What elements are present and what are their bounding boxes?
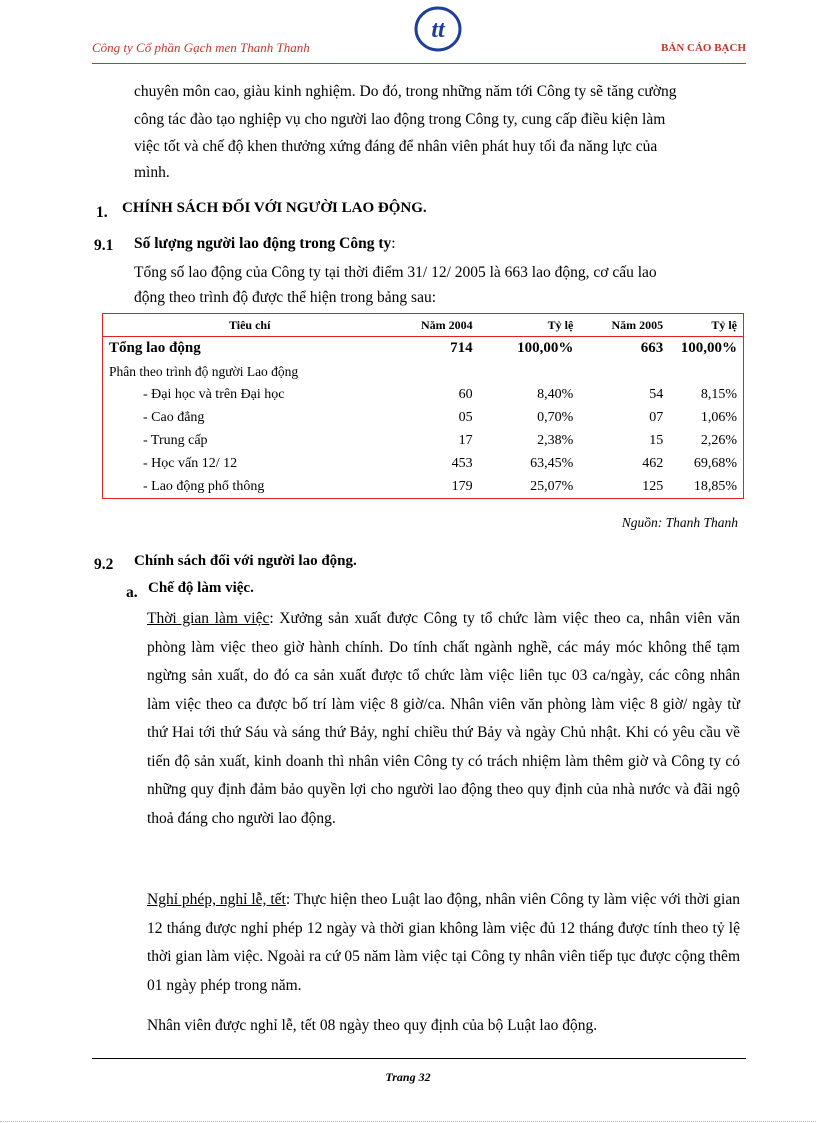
table-cell: 100,00% — [680, 340, 737, 356]
header-divider — [92, 63, 746, 64]
table-cell: - Lao động phổ thông — [143, 478, 265, 494]
leave-paragraph — [147, 886, 740, 1000]
table-cell: - Cao đẳng — [143, 409, 205, 425]
table-cell: 25,07% — [530, 478, 574, 494]
table-cell: - Trung cấp — [143, 432, 208, 448]
leave-label: Nghỉ phép, nghỉ lễ, tết — [147, 891, 286, 908]
page-number: Trang 32 — [385, 1070, 431, 1084]
table-cell: 15 — [649, 432, 664, 448]
section-1-number: 1. — [96, 204, 108, 221]
table-cell: 60 — [458, 386, 473, 402]
header-company-name: Công ty Cổ phần Gạch men Thanh Thanh — [92, 40, 310, 55]
table-row — [103, 475, 744, 499]
table-cell: 125 — [642, 478, 664, 494]
table-cell: 2,26% — [700, 432, 737, 448]
table-row-total — [103, 337, 744, 361]
work-time-text: : Xưởng sản xuất được Công ty tổ chức làm việc theo ca, nhân viên văn phòng làm việc theo giờ hành chính. Do tính chất ngành nghề, các máy móc không thể tạm ngừng sản xuất, do đó ca sản xuất được tổ chức làm việc liên tục 03 ca/ngày, các công nhân làm việc theo ca được bố trí làm việc 8 giờ/ca. Nhân viên văn phòng làm việc 8 giờ/ ngày từ thứ Hai tới thứ Sáu và sáng thứ Bảy, nghỉ chiều thứ Bảy và ngày Chủ nhật. Khi có yêu cầu về tiến độ sản xuất, kinh doanh thì nhân viên Công ty có trách nhiệm làm thêm giờ và Công ty có những quy định đảm bảo quyền lợi cho người lao động theo quy định của nhà nước và đãi ngộ thoả đáng cho người lao động. — [147, 610, 740, 827]
company-logo — [414, 6, 462, 52]
footer-divider — [92, 1058, 746, 1059]
table-cell: 18,85% — [693, 478, 737, 494]
section-9-1-title: Số lượng người lao động trong Công ty — [134, 235, 392, 252]
table-row — [103, 429, 744, 452]
table-cell: 54 — [649, 386, 664, 402]
section-9-1-line-2: động theo trình độ được thể hiện trong bảng sau: — [134, 289, 437, 306]
work-time-label: Thời gian làm việc — [147, 610, 270, 627]
col-header-ratio-2004: Tỷ lệ — [479, 314, 580, 337]
col-header-2004: Năm 2004 — [396, 314, 478, 337]
table-cell: 63,45% — [530, 455, 574, 471]
table-cell: 462 — [642, 455, 664, 471]
table-cell: 1,06% — [700, 409, 737, 425]
table-row — [103, 406, 744, 429]
section-1-title: CHÍNH SÁCH ĐỐI VỚI NGƯỜI LAO ĐỘNG. — [122, 200, 427, 216]
holiday-line: Nhân viên được nghỉ lễ, tết 08 ngày theo quy định của bộ Luật lao động. — [147, 1017, 598, 1034]
table-cell: 69,68% — [693, 455, 737, 471]
col-header-criteria: Tiêu chí — [103, 314, 397, 337]
table-cell: 07 — [649, 409, 664, 425]
table-cell: 8,40% — [537, 386, 574, 402]
col-header-ratio-2005: Tỷ lệ — [669, 314, 743, 337]
section-9-1-colon: : — [391, 235, 396, 252]
table-row-group — [103, 360, 744, 383]
table-row — [103, 452, 744, 475]
labor-structure-table — [102, 313, 744, 499]
section-9-1-heading — [134, 234, 396, 254]
col-header-2005: Năm 2005 — [579, 314, 669, 337]
intro-line-2: công tác đào tạo nghiệp vụ cho người lao động trong Công ty, cung cấp điều kiện làm — [134, 111, 666, 128]
intro-line-4: mình. — [134, 164, 170, 181]
table-cell: 8,15% — [700, 386, 737, 402]
table-cell: 179 — [451, 478, 473, 494]
table-header-row — [103, 314, 744, 337]
table-cell: 453 — [451, 455, 473, 471]
header-doc-title: BẢN CÁO BẠCH — [661, 42, 746, 54]
table-cell: 2,38% — [537, 432, 574, 448]
section-9-2-number: 9.2 — [94, 556, 114, 573]
table-cell: 17 — [458, 432, 473, 448]
page-bottom-border — [0, 1121, 816, 1122]
table-cell: 0,70% — [537, 409, 574, 425]
table-group-label: Phân theo trình độ người Lao động — [109, 363, 299, 379]
table-row — [103, 383, 744, 406]
sub-a-number: a. — [126, 584, 138, 601]
section-9-2-title: Chính sách đối với người lao động. — [134, 553, 357, 569]
table-cell: 714 — [450, 340, 473, 356]
table-cell: - Học vấn 12/ 12 — [143, 455, 238, 471]
sub-a-title: Chế độ làm việc. — [148, 580, 254, 596]
section-9-1-number: 9.1 — [94, 237, 114, 254]
section-9-1-line-1: Tổng số lao động của Công ty tại thời điểm 31/ 12/ 2005 là 663 lao động, cơ cấu lao — [134, 264, 657, 281]
table-source-note: Nguồn: Thanh Thanh — [621, 515, 738, 530]
table-cell: 100,00% — [517, 340, 574, 356]
table-cell: - Đại học và trên Đại học — [143, 386, 285, 402]
table-cell: Tổng lao động — [109, 340, 201, 356]
table-cell: 05 — [458, 409, 473, 425]
table-cell: 663 — [640, 340, 664, 356]
intro-line-1: chuyên môn cao, giàu kinh nghiệm. Do đó, trong những năm tới Công ty sẽ tăng cường — [134, 83, 677, 100]
logo-text: tt — [431, 17, 445, 43]
leave-text: : Thực hiện theo Luật lao động, nhân viên Công ty làm việc với thời gian 12 tháng được nghỉ phép 12 ngày và thời gian không làm việc đủ 12 tháng được tính theo tỷ lệ thời gian làm việc. Ngoài ra cứ 05 năm làm việc tại Công ty nhân viên tiếp tục được cộng thêm 01 ngày phép trong năm. — [147, 891, 740, 994]
work-time-paragraph — [147, 605, 740, 833]
intro-line-3: việc tốt và chế độ khen thưởng xứng đáng để nhân viên phát huy tối đa năng lực của — [134, 138, 658, 155]
